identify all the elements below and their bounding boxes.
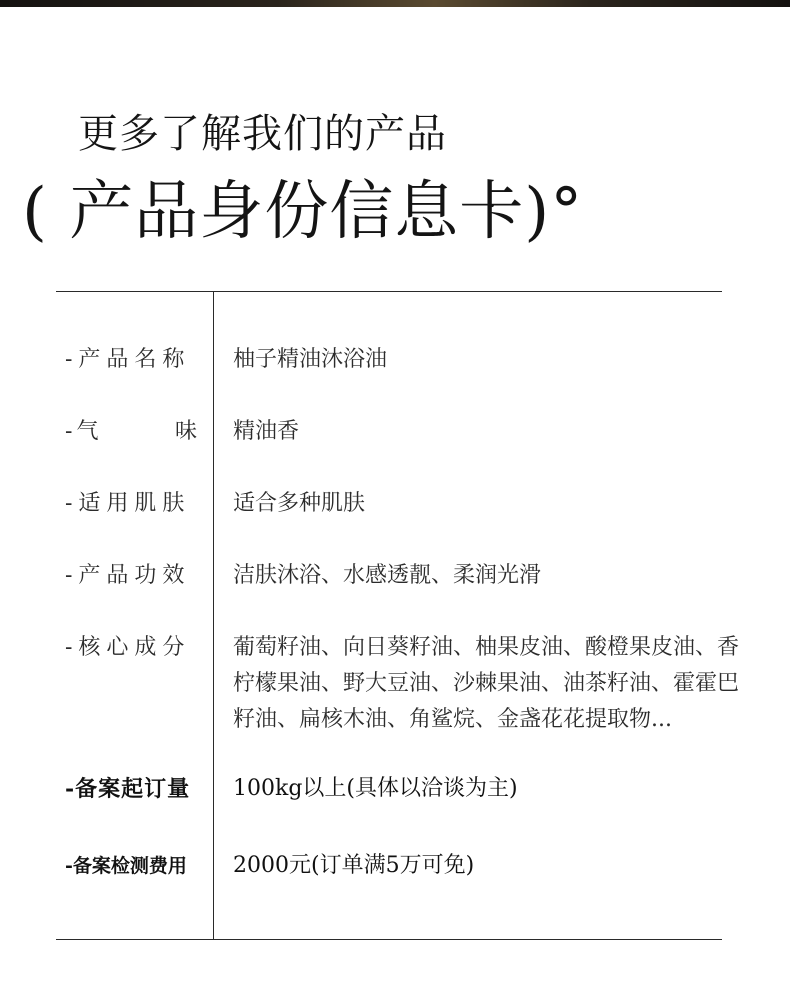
row-label-product-name: -产品名称 [65, 347, 191, 372]
section-title: ( 产品身份信息卡)° [22, 175, 584, 249]
section-subtitle: 更多了解我们的产品 [78, 111, 447, 157]
row-value-core-ingredients: 葡萄籽油、向日葵籽油、柚果皮油、酸橙果皮油、香柠檬果油、野大豆油、沙棘果油、油茶籽油、霍霍巴籽油、扁核木油、角鲨烷、金盏花花提取物... [233, 635, 740, 732]
row-label-testing-fee: -备案检测费用 [65, 855, 187, 877]
row-label-skin-type: -适用肌肤 [65, 491, 191, 516]
table-bottom-rule [56, 939, 722, 940]
row-label-scent [65, 421, 197, 443]
row-label-core-ingredients: -核心成分 [65, 635, 191, 660]
row-label-char: 气 [76, 419, 99, 444]
table-top-rule [56, 291, 722, 292]
table-column-divider [213, 291, 214, 940]
row-label-min-order: -备案起订量 [65, 776, 191, 802]
row-value-min-order: 100kg以上(具体以洽谈为主) [233, 776, 518, 801]
row-label-dash: - [65, 419, 73, 444]
row-label-char: 味 [174, 419, 197, 444]
row-value-skin-type: 适合多种肌肤 [233, 491, 366, 516]
row-value-scent: 精油香 [233, 419, 300, 444]
row-value-efficacy: 洁肤沐浴、水感透靓、柔润光滑 [233, 563, 542, 588]
row-value-testing-fee: 2000元(订单满5万可免) [233, 853, 475, 878]
top-decorative-bar [0, 0, 790, 7]
row-label-efficacy: -产品功效 [65, 563, 191, 588]
row-value-product-name: 柚子精油沐浴油 [233, 347, 388, 372]
